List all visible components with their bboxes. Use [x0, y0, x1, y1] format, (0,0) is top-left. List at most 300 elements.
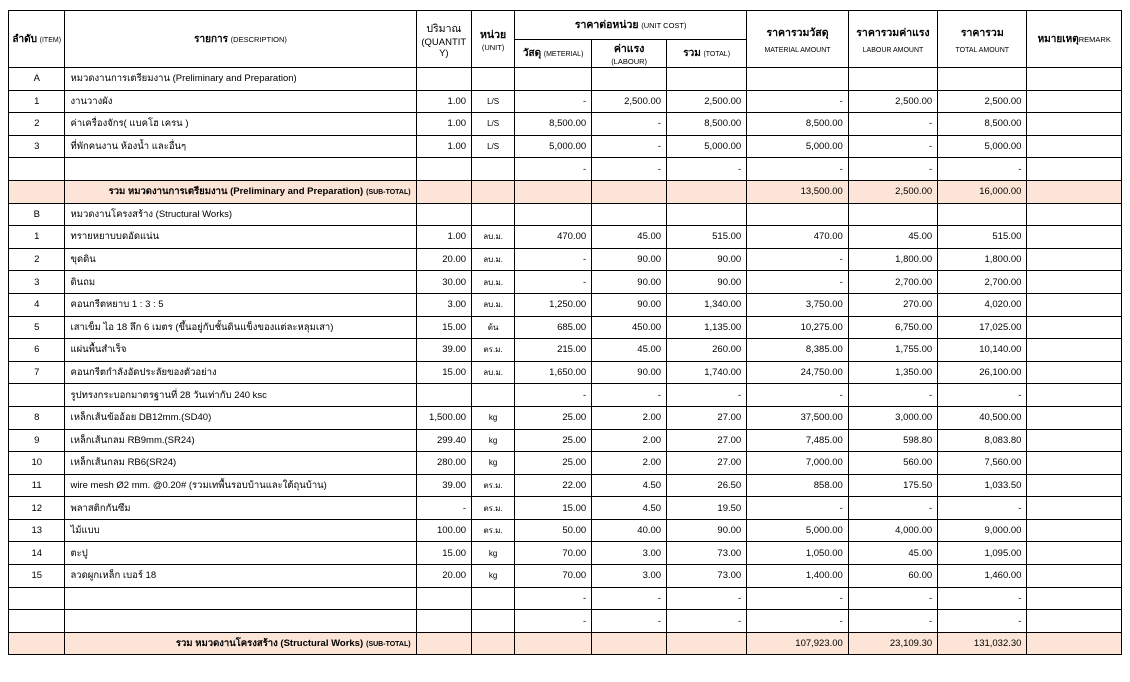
cell-quantity[interactable]: 30.00 [416, 271, 471, 294]
cell-total-unit[interactable]: 515.00 [667, 226, 747, 249]
cell-empty[interactable] [747, 68, 849, 91]
cell-material-unit[interactable]: 685.00 [515, 316, 592, 339]
cell-item[interactable]: B [9, 203, 65, 226]
cell-item[interactable]: 3 [9, 135, 65, 158]
header-item[interactable] [9, 11, 65, 68]
cell-empty[interactable] [848, 203, 937, 226]
cell-unit[interactable]: ตร.ม. [472, 497, 515, 520]
cell-labour-unit[interactable]: 2,500.00 [592, 90, 667, 113]
cell-remark[interactable] [1027, 632, 1122, 655]
cell-unit[interactable] [472, 384, 515, 407]
cell-total-unit[interactable]: 73.00 [667, 542, 747, 565]
cell-remark[interactable] [1027, 226, 1122, 249]
cell-material-amount[interactable]: - [747, 271, 849, 294]
cell-remark[interactable] [1027, 519, 1122, 542]
cell-material-amount[interactable]: 470.00 [747, 226, 849, 249]
cell-material-unit[interactable]: 215.00 [515, 339, 592, 362]
cell-labour-amount[interactable]: 60.00 [848, 565, 937, 588]
cell-remark[interactable] [1027, 113, 1122, 136]
cell-total-unit[interactable]: - [667, 384, 747, 407]
cell-total-amount[interactable]: 1,033.50 [938, 474, 1027, 497]
cell-labour-amount[interactable]: 45.00 [848, 542, 937, 565]
cell-labour-amount[interactable]: 23,109.30 [848, 632, 937, 655]
cell-quantity[interactable]: 39.00 [416, 474, 471, 497]
cell-total-unit[interactable]: 2,500.00 [667, 90, 747, 113]
cell-empty[interactable] [1027, 203, 1122, 226]
cell-empty[interactable] [667, 203, 747, 226]
cell-quantity[interactable]: 1,500.00 [416, 406, 471, 429]
cell-empty[interactable] [416, 68, 471, 91]
cell-unit[interactable]: ลบ.ม. [472, 226, 515, 249]
cell-empty[interactable] [667, 68, 747, 91]
cell-material-amount[interactable]: 1,400.00 [747, 565, 849, 588]
cell-item[interactable]: 7 [9, 361, 65, 384]
cell-unit[interactable]: L/S [472, 113, 515, 136]
cell-unit[interactable]: L/S [472, 90, 515, 113]
cell-empty[interactable] [592, 632, 667, 655]
header-quantity[interactable] [416, 11, 471, 68]
cell-total-amount[interactable]: 1,460.00 [938, 565, 1027, 588]
cell-empty[interactable] [592, 68, 667, 91]
cell-material-unit[interactable]: 70.00 [515, 565, 592, 588]
cell-empty[interactable] [848, 68, 937, 91]
cell-quantity[interactable] [416, 610, 471, 633]
cell-total-amount[interactable]: 10,140.00 [938, 339, 1027, 362]
cell-total-unit[interactable]: 90.00 [667, 271, 747, 294]
cell-item[interactable]: 2 [9, 248, 65, 271]
cell-empty[interactable] [515, 68, 592, 91]
cell-description[interactable]: แผ่นพื้นสำเร็จ [65, 339, 416, 362]
cell-item[interactable]: 1 [9, 226, 65, 249]
cell-description[interactable]: เหล็กเส้นกลม RB9mm.(SR24) [65, 429, 416, 452]
cell-empty[interactable] [592, 180, 667, 203]
cell-total-amount[interactable]: 8,500.00 [938, 113, 1027, 136]
cell-total-amount[interactable]: 9,000.00 [938, 519, 1027, 542]
cell-remark[interactable] [1027, 339, 1122, 362]
cell-material-unit[interactable]: 25.00 [515, 406, 592, 429]
cell-labour-amount[interactable]: 1,800.00 [848, 248, 937, 271]
cell-labour-unit[interactable]: 40.00 [592, 519, 667, 542]
cell-material-amount[interactable]: - [747, 384, 849, 407]
cell-quantity[interactable]: 20.00 [416, 248, 471, 271]
cell-unit[interactable]: ลบ.ม. [472, 271, 515, 294]
cell-description[interactable]: เหล็กเส้นข้ออ้อย DB12mm.(SD40) [65, 406, 416, 429]
cell-labour-unit[interactable]: - [592, 113, 667, 136]
header-material-amount[interactable] [747, 11, 849, 68]
cell-labour-unit[interactable]: 90.00 [592, 361, 667, 384]
cell-total-amount[interactable]: 1,800.00 [938, 248, 1027, 271]
cell-subtotal-label[interactable] [65, 632, 416, 655]
cell-labour-amount[interactable]: 598.80 [848, 429, 937, 452]
cell-material-amount[interactable]: 3,750.00 [747, 293, 849, 316]
cell-material-amount[interactable]: - [747, 248, 849, 271]
cell-quantity[interactable]: 15.00 [416, 316, 471, 339]
cell-empty[interactable] [416, 203, 471, 226]
cell-empty[interactable] [747, 203, 849, 226]
cell-item[interactable]: 10 [9, 452, 65, 475]
cell-quantity[interactable]: 20.00 [416, 565, 471, 588]
cell-material-unit[interactable]: - [515, 384, 592, 407]
cell-quantity[interactable]: 15.00 [416, 361, 471, 384]
cell-total-amount[interactable]: 2,700.00 [938, 271, 1027, 294]
cell-empty[interactable] [667, 180, 747, 203]
cell-item[interactable]: 15 [9, 565, 65, 588]
cell-labour-unit[interactable]: 2.00 [592, 429, 667, 452]
cell-unit[interactable]: ตร.ม. [472, 474, 515, 497]
cell-remark[interactable] [1027, 384, 1122, 407]
cell-material-unit[interactable]: 50.00 [515, 519, 592, 542]
cell-labour-amount[interactable]: - [848, 113, 937, 136]
cell-labour-unit[interactable]: 45.00 [592, 339, 667, 362]
cell-unit[interactable]: kg [472, 429, 515, 452]
cell-labour-unit[interactable]: 2.00 [592, 452, 667, 475]
cell-unit[interactable]: ลบ.ม. [472, 248, 515, 271]
cell-total-unit[interactable]: 19.50 [667, 497, 747, 520]
cell-labour-unit[interactable]: - [592, 158, 667, 181]
cell-unit[interactable]: L/S [472, 135, 515, 158]
cell-description[interactable]: ไม้แบบ [65, 519, 416, 542]
cell-unit[interactable]: ตร.ม. [472, 519, 515, 542]
cell-empty[interactable] [9, 180, 65, 203]
cell-labour-amount[interactable]: - [848, 135, 937, 158]
cell-labour-amount[interactable]: 175.50 [848, 474, 937, 497]
cell-labour-unit[interactable]: - [592, 610, 667, 633]
cell-total-amount[interactable]: 26,100.00 [938, 361, 1027, 384]
cell-material-unit[interactable]: - [515, 610, 592, 633]
cell-item[interactable]: 6 [9, 339, 65, 362]
cell-empty[interactable] [9, 632, 65, 655]
cell-material-amount[interactable]: 10,275.00 [747, 316, 849, 339]
cell-empty[interactable] [1027, 68, 1122, 91]
cell-unit[interactable] [472, 587, 515, 610]
cell-description[interactable] [65, 610, 416, 633]
cell-unit[interactable]: kg [472, 542, 515, 565]
cell-unit[interactable]: ลบ.ม. [472, 361, 515, 384]
cell-total-amount[interactable]: 8,083.80 [938, 429, 1027, 452]
cell-remark[interactable] [1027, 406, 1122, 429]
cell-description[interactable]: ทรายหยาบบดอัดแน่น [65, 226, 416, 249]
cell-total-amount[interactable]: 7,560.00 [938, 452, 1027, 475]
cell-quantity[interactable]: 100.00 [416, 519, 471, 542]
cell-total-amount[interactable]: 1,095.00 [938, 542, 1027, 565]
cell-total-unit[interactable]: - [667, 610, 747, 633]
cell-labour-amount[interactable]: 2,500.00 [848, 90, 937, 113]
cell-remark[interactable] [1027, 452, 1122, 475]
cell-quantity[interactable]: 1.00 [416, 90, 471, 113]
cell-description[interactable]: เสาเข็ม ไอ 18 ลึก 6 เมตร (ขึ้นอยู่กับชั้นดินแข็งของแต่ละหลุมเสา) [65, 316, 416, 339]
cell-empty[interactable] [938, 68, 1027, 91]
cell-total-amount[interactable]: - [938, 384, 1027, 407]
cell-item[interactable]: 14 [9, 542, 65, 565]
cell-material-unit[interactable]: 1,650.00 [515, 361, 592, 384]
cell-remark[interactable] [1027, 361, 1122, 384]
cell-item[interactable]: 3 [9, 271, 65, 294]
cell-labour-unit[interactable]: 90.00 [592, 248, 667, 271]
cell-material-amount[interactable]: 7,485.00 [747, 429, 849, 452]
cell-labour-amount[interactable]: 4,000.00 [848, 519, 937, 542]
cell-description[interactable]: ตะปู [65, 542, 416, 565]
cell-labour-amount[interactable]: 270.00 [848, 293, 937, 316]
cell-description[interactable]: ดินถม [65, 271, 416, 294]
cell-item[interactable]: 1 [9, 90, 65, 113]
cell-quantity[interactable]: 299.40 [416, 429, 471, 452]
cell-description[interactable]: คอนกรีตกำลังอัดประลัยของตัวอย่าง [65, 361, 416, 384]
cell-description[interactable]: พลาสติกกันซึม [65, 497, 416, 520]
cell-item[interactable]: 4 [9, 293, 65, 316]
cell-quantity[interactable] [416, 587, 471, 610]
cell-total-amount[interactable]: 17,025.00 [938, 316, 1027, 339]
cell-item[interactable] [9, 158, 65, 181]
cell-description[interactable] [65, 587, 416, 610]
cell-labour-unit[interactable]: - [592, 587, 667, 610]
cell-quantity[interactable]: 1.00 [416, 226, 471, 249]
cell-description[interactable] [65, 158, 416, 181]
header-labour-unit[interactable] [592, 39, 667, 68]
cell-material-amount[interactable]: - [747, 90, 849, 113]
header-material-unit[interactable] [515, 39, 592, 68]
cell-unit[interactable] [472, 610, 515, 633]
cell-unit[interactable]: ต้น [472, 316, 515, 339]
cell-remark[interactable] [1027, 565, 1122, 588]
header-total-amount[interactable] [938, 11, 1027, 68]
cell-material-unit[interactable]: - [515, 271, 592, 294]
cell-unit[interactable]: kg [472, 406, 515, 429]
cell-description[interactable]: ค่าเครื่องจักร( แบคโฮ เครน ) [65, 113, 416, 136]
cell-empty[interactable] [938, 203, 1027, 226]
cell-material-unit[interactable]: 25.00 [515, 429, 592, 452]
cell-quantity[interactable]: - [416, 497, 471, 520]
cell-description[interactable]: wire mesh Ø2 mm. @0.20# (รวมเทพื้นรอบบ้านและใต้ถุนบ้าน) [65, 474, 416, 497]
cell-quantity[interactable]: 1.00 [416, 113, 471, 136]
cell-remark[interactable] [1027, 293, 1122, 316]
cell-quantity[interactable]: 280.00 [416, 452, 471, 475]
cell-item[interactable]: 12 [9, 497, 65, 520]
cell-material-unit[interactable]: - [515, 248, 592, 271]
cell-total-amount[interactable]: 4,020.00 [938, 293, 1027, 316]
cell-total-amount[interactable]: 5,000.00 [938, 135, 1027, 158]
cell-material-amount[interactable]: - [747, 497, 849, 520]
cell-empty[interactable] [416, 632, 471, 655]
cell-description[interactable]: คอนกรีตหยาบ 1 : 3 : 5 [65, 293, 416, 316]
header-remark[interactable] [1027, 11, 1122, 68]
cell-material-unit[interactable]: 470.00 [515, 226, 592, 249]
cell-item[interactable] [9, 587, 65, 610]
cell-empty[interactable] [592, 203, 667, 226]
cell-total-unit[interactable]: 73.00 [667, 565, 747, 588]
cell-total-unit[interactable]: 1,340.00 [667, 293, 747, 316]
cell-material-unit[interactable]: - [515, 587, 592, 610]
header-unit[interactable] [472, 11, 515, 68]
cell-material-amount[interactable]: 5,000.00 [747, 135, 849, 158]
cell-total-unit[interactable]: 260.00 [667, 339, 747, 362]
cell-unit[interactable]: ตร.ม. [472, 339, 515, 362]
cell-labour-unit[interactable]: - [592, 135, 667, 158]
cell-material-amount[interactable]: 24,750.00 [747, 361, 849, 384]
cell-total-unit[interactable]: 26.50 [667, 474, 747, 497]
cell-quantity[interactable]: 39.00 [416, 339, 471, 362]
cell-total-unit[interactable]: 90.00 [667, 519, 747, 542]
cell-material-unit[interactable]: 25.00 [515, 452, 592, 475]
cell-labour-amount[interactable]: 1,755.00 [848, 339, 937, 362]
cell-quantity[interactable]: 15.00 [416, 542, 471, 565]
cell-remark[interactable] [1027, 135, 1122, 158]
cell-labour-unit[interactable]: 90.00 [592, 271, 667, 294]
cell-total-unit[interactable]: - [667, 587, 747, 610]
cell-item[interactable]: 13 [9, 519, 65, 542]
cell-quantity[interactable]: 3.00 [416, 293, 471, 316]
cell-material-unit[interactable]: 70.00 [515, 542, 592, 565]
cell-labour-unit[interactable]: 3.00 [592, 565, 667, 588]
cell-labour-amount[interactable]: 2,500.00 [848, 180, 937, 203]
cell-labour-unit[interactable]: 4.50 [592, 497, 667, 520]
cell-labour-amount[interactable]: - [848, 587, 937, 610]
cell-labour-unit[interactable]: - [592, 384, 667, 407]
cell-labour-unit[interactable]: 3.00 [592, 542, 667, 565]
cell-labour-amount[interactable]: 45.00 [848, 226, 937, 249]
cell-labour-amount[interactable]: 560.00 [848, 452, 937, 475]
cell-description[interactable]: หมวดงานการเตรียมงาน (Preliminary and Preparation) [65, 68, 416, 91]
cell-labour-unit[interactable]: 450.00 [592, 316, 667, 339]
cell-empty[interactable] [515, 180, 592, 203]
cell-total-unit[interactable]: 27.00 [667, 429, 747, 452]
cell-labour-amount[interactable]: - [848, 497, 937, 520]
cell-total-amount[interactable]: 2,500.00 [938, 90, 1027, 113]
cell-remark[interactable] [1027, 180, 1122, 203]
cell-labour-amount[interactable]: 6,750.00 [848, 316, 937, 339]
cell-material-unit[interactable]: - [515, 90, 592, 113]
cell-item[interactable] [9, 384, 65, 407]
cell-total-unit[interactable]: 5,000.00 [667, 135, 747, 158]
cell-labour-amount[interactable]: - [848, 384, 937, 407]
header-desc-en: (DESCRIPTION) [230, 34, 287, 44]
cell-material-amount[interactable]: 1,050.00 [747, 542, 849, 565]
cell-description[interactable]: รูปทรงกระบอกมาตรฐานที่ 28 วันเท่ากับ 240 ksc [65, 384, 416, 407]
cell-total-amount[interactable]: - [938, 497, 1027, 520]
cell-unit[interactable]: ลบ.ม. [472, 293, 515, 316]
cell-total-amount[interactable]: 40,500.00 [938, 406, 1027, 429]
cell-labour-unit[interactable]: 45.00 [592, 226, 667, 249]
cell-unit[interactable]: kg [472, 565, 515, 588]
cell-empty[interactable] [472, 180, 515, 203]
cell-material-amount[interactable]: 107,923.00 [747, 632, 849, 655]
cell-material-unit[interactable]: 8,500.00 [515, 113, 592, 136]
table-row [9, 384, 1122, 407]
cell-material-amount[interactable]: 8,385.00 [747, 339, 849, 362]
cell-subtotal-label[interactable] [65, 180, 416, 203]
cell-total-amount[interactable]: 16,000.00 [938, 180, 1027, 203]
cell-total-amount[interactable]: - [938, 587, 1027, 610]
cell-remark[interactable] [1027, 248, 1122, 271]
cell-item[interactable]: 8 [9, 406, 65, 429]
cell-material-amount[interactable]: 858.00 [747, 474, 849, 497]
cell-material-unit[interactable]: - [515, 158, 592, 181]
cell-labour-amount[interactable]: 2,700.00 [848, 271, 937, 294]
header-unit-cost[interactable] [515, 11, 747, 40]
cell-remark[interactable] [1027, 429, 1122, 452]
cell-remark[interactable] [1027, 542, 1122, 565]
cell-unit[interactable] [472, 158, 515, 181]
cell-remark[interactable] [1027, 497, 1122, 520]
cell-material-amount[interactable]: 13,500.00 [747, 180, 849, 203]
cell-total-unit[interactable]: 27.00 [667, 452, 747, 475]
cell-description[interactable]: หมวดงานโครงสร้าง (Structural Works) [65, 203, 416, 226]
cell-material-amount[interactable]: 37,500.00 [747, 406, 849, 429]
cell-empty[interactable] [515, 632, 592, 655]
cell-item[interactable]: A [9, 68, 65, 91]
cell-remark[interactable] [1027, 90, 1122, 113]
cell-empty[interactable] [472, 632, 515, 655]
cell-item[interactable] [9, 610, 65, 633]
cell-labour-unit[interactable]: 2.00 [592, 406, 667, 429]
cell-total-amount[interactable]: - [938, 158, 1027, 181]
cell-material-amount[interactable]: 5,000.00 [747, 519, 849, 542]
header-labour-amount[interactable] [848, 11, 937, 68]
cell-material-unit[interactable]: 5,000.00 [515, 135, 592, 158]
cell-labour-amount[interactable]: - [848, 610, 937, 633]
cell-total-unit[interactable]: 27.00 [667, 406, 747, 429]
cell-remark[interactable] [1027, 316, 1122, 339]
cell-total-unit[interactable]: 90.00 [667, 248, 747, 271]
cell-remark[interactable] [1027, 271, 1122, 294]
cell-description[interactable]: เหล็กเส้นกลม RB6(SR24) [65, 452, 416, 475]
cell-labour-amount[interactable]: 3,000.00 [848, 406, 937, 429]
cell-quantity[interactable] [416, 158, 471, 181]
cell-description[interactable]: ขุดดิน [65, 248, 416, 271]
cell-empty[interactable] [472, 68, 515, 91]
cell-remark[interactable] [1027, 610, 1122, 633]
cell-material-unit[interactable]: 15.00 [515, 497, 592, 520]
cell-empty[interactable] [472, 203, 515, 226]
cell-labour-unit[interactable]: 90.00 [592, 293, 667, 316]
cell-total-amount[interactable]: 131,032.30 [938, 632, 1027, 655]
cell-description[interactable]: ที่พักคนงาน ห้องน้ำ และอื่นๆ [65, 135, 416, 158]
header-total-unit[interactable] [667, 39, 747, 68]
cell-material-amount[interactable]: - [747, 158, 849, 181]
cell-total-amount[interactable]: - [938, 610, 1027, 633]
cell-material-amount[interactable]: 8,500.00 [747, 113, 849, 136]
cell-labour-amount[interactable]: - [848, 158, 937, 181]
cell-item[interactable]: 2 [9, 113, 65, 136]
cell-material-amount[interactable]: - [747, 610, 849, 633]
cell-material-amount[interactable]: 7,000.00 [747, 452, 849, 475]
cell-material-amount[interactable]: - [747, 587, 849, 610]
header-description[interactable] [65, 11, 416, 68]
cell-labour-unit[interactable]: 4.50 [592, 474, 667, 497]
cell-empty[interactable] [667, 632, 747, 655]
cell-remark[interactable] [1027, 158, 1122, 181]
cell-total-unit[interactable]: 1,740.00 [667, 361, 747, 384]
cell-empty[interactable] [416, 180, 471, 203]
cell-total-unit[interactable]: - [667, 158, 747, 181]
cell-quantity[interactable]: 1.00 [416, 135, 471, 158]
cell-empty[interactable] [515, 203, 592, 226]
cell-total-amount[interactable]: 515.00 [938, 226, 1027, 249]
cell-total-unit[interactable]: 8,500.00 [667, 113, 747, 136]
cell-remark[interactable] [1027, 587, 1122, 610]
cell-description[interactable]: ลวดผูกเหล็ก เบอร์ 18 [65, 565, 416, 588]
cell-unit[interactable]: kg [472, 452, 515, 475]
cell-quantity[interactable] [416, 384, 471, 407]
cell-total-unit[interactable]: 1,135.00 [667, 316, 747, 339]
cell-item[interactable]: 11 [9, 474, 65, 497]
cell-description[interactable]: งานวางผัง [65, 90, 416, 113]
cell-remark[interactable] [1027, 474, 1122, 497]
cell-material-unit[interactable]: 22.00 [515, 474, 592, 497]
cell-material-unit[interactable]: 1,250.00 [515, 293, 592, 316]
cell-item[interactable]: 5 [9, 316, 65, 339]
cell-labour-amount[interactable]: 1,350.00 [848, 361, 937, 384]
cell-item[interactable]: 9 [9, 429, 65, 452]
